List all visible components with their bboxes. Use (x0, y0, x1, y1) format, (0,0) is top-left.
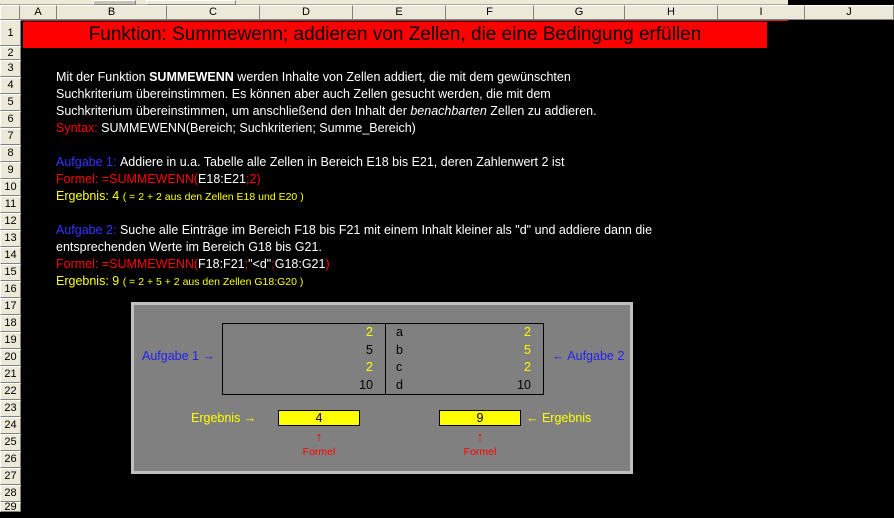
intro-line1-part-c: werden Inhalte von Zellen addiert, die mit dem gewünschten (233, 70, 571, 84)
row-header-11[interactable]: 11 (0, 196, 21, 213)
task1-formel-suffix: ;2) (246, 172, 261, 186)
task2-formel-range: F18:F21 (198, 257, 245, 271)
task2-ergebnis-note: ( = 2 + 5 + 2 aus den Zellen G18:G20 ) (122, 276, 304, 288)
intro-line-1 (56, 70, 571, 84)
task1-ergebnis-label: Ergebnis: (56, 189, 109, 203)
task2-result-line (56, 274, 303, 289)
row-header-3[interactable]: 3 (0, 60, 21, 77)
task1-formel-prefix: =SUMMEWENN( (101, 172, 199, 186)
task2-ergebnis-value: 9 (112, 274, 120, 288)
column-header-F[interactable]: F (446, 5, 534, 20)
task2-label: Aufgabe 2: (56, 223, 117, 237)
row-header-25[interactable]: 25 (0, 434, 21, 451)
row-header-28[interactable]: 28 (0, 485, 21, 502)
task1-formel-label: Formel: (56, 172, 99, 186)
row-header-14[interactable]: 14 (0, 247, 21, 264)
task1-ergebnis-note: ( = 2 + 2 aus den Zellen E18 und E20 ) (122, 191, 304, 203)
panel-aufgabe1-arrow-label: Aufgabe 1 → (142, 349, 215, 363)
illustration-panel (131, 302, 633, 474)
column-header-row[interactable] (0, 5, 852, 20)
column-header-G[interactable]: G (534, 5, 625, 20)
task1-ergebnis-value: 4 (112, 189, 120, 203)
task2-formel-criterion: "<d" (248, 257, 272, 271)
result-box-left[interactable]: 4 (278, 410, 360, 426)
syntax-value: SUMMEWENN(Bereich; Suchkriterien; Summe_Bereich) (101, 121, 416, 135)
task2-formel-sumrange: G18:G21 (274, 257, 326, 271)
row-header-8[interactable]: 8 (0, 145, 21, 162)
intro-line3-part-c: Zellen zu addieren. (486, 104, 597, 118)
row-header-16[interactable]: 16 (0, 281, 21, 298)
task2-formel-label: Formel: (56, 257, 99, 271)
cell-E20[interactable]: 2 (366, 360, 373, 374)
row-header-1[interactable]: 1 (0, 20, 21, 46)
task2-text-line2: entsprechenden Werte im Bereich G18 bis G21. (56, 240, 322, 254)
task2-formel-sep2: ; (271, 257, 275, 271)
task2-line-1 (56, 223, 652, 237)
row-header-29[interactable]: 29 (0, 502, 21, 512)
scrollbar-track-segment[interactable] (146, 0, 236, 5)
up-arrow-icon-left: ↑ (315, 429, 323, 444)
cell-G21[interactable]: 10 (517, 377, 531, 392)
row-header-column[interactable] (0, 20, 21, 512)
row-header-10[interactable]: 10 (0, 179, 21, 196)
task1-result-line (56, 189, 304, 204)
column-header-H[interactable]: H (625, 5, 718, 20)
task2-formula-line (56, 257, 330, 271)
task1-label: Aufgabe 1: (56, 155, 117, 169)
select-all-corner[interactable] (0, 5, 20, 20)
horizontal-scrollbar-sliver[interactable] (0, 0, 788, 5)
cell-G20[interactable]: 2 (524, 360, 531, 374)
intro-line3-part-a: Suchkriterium übereinstimmen, um anschließend den Inhalt der (56, 104, 411, 118)
task1-formula-line (56, 172, 261, 186)
formel-caption-left: Formel (302, 446, 336, 458)
task1-formel-range: E18:E21 (198, 172, 247, 186)
panel-ergebnis-left-label: Ergebnis → (191, 411, 257, 425)
task2-formel-sep1: ; (244, 257, 249, 271)
sample-data-table[interactable] (222, 323, 544, 395)
row-header-12[interactable]: 12 (0, 213, 21, 230)
intro-line1-part-a: Mit der Funktion (56, 70, 150, 84)
column-header-J[interactable]: J (805, 5, 894, 20)
column-header-I[interactable]: I (718, 5, 805, 20)
cell-F18[interactable]: a (396, 325, 403, 339)
row-header-5[interactable]: 5 (0, 94, 21, 111)
cell-F19[interactable]: b (396, 342, 403, 357)
formel-caption-right: Formel (463, 446, 497, 458)
up-arrow-icon-right: ↑ (476, 429, 484, 444)
panel-aufgabe2-arrow-label: ← Aufgabe 2 (552, 349, 625, 363)
row-header-27[interactable]: 27 (0, 468, 21, 485)
table-column-E[interactable] (223, 324, 386, 394)
column-header-D[interactable]: D (260, 5, 353, 20)
header-red-rule (21, 20, 788, 21)
column-header-B[interactable]: B (57, 5, 167, 20)
cell-F21[interactable]: d (396, 377, 403, 392)
intro-emphasis-benachbarten: benachbarten (410, 104, 487, 118)
page-title: Funktion: Summewenn; addieren von Zellen, die eine Bedingung erfüllen (23, 22, 767, 48)
row-header-22[interactable]: 22 (0, 383, 21, 400)
task2-formel-prefix: =SUMMEWENN( (101, 257, 199, 271)
intro-line-2: Suchkriterium übereinstimmen. Es können aber auch Zellen gesucht werden, die mit dem (56, 87, 551, 101)
table-column-F[interactable] (386, 324, 456, 394)
task1-line (56, 155, 564, 169)
row-header-7[interactable]: 7 (0, 128, 21, 145)
row-header-18[interactable]: 18 (0, 315, 21, 332)
row-header-2[interactable]: 2 (0, 46, 21, 60)
row-header-21[interactable]: 21 (0, 366, 21, 383)
task2-ergebnis-label: Ergebnis: (56, 274, 109, 288)
column-header-C[interactable]: C (167, 5, 260, 20)
cell-G18[interactable]: 2 (524, 325, 531, 339)
task2-formel-close: ) (325, 257, 330, 271)
row-header-17[interactable]: 17 (0, 298, 21, 315)
row-header-24[interactable]: 24 (0, 417, 21, 434)
cell-E19[interactable]: 5 (366, 342, 373, 357)
scrollbar-thumb[interactable] (93, 0, 136, 5)
row-header-19[interactable]: 19 (0, 332, 21, 349)
syntax-line (56, 121, 416, 135)
row-header-23[interactable]: 23 (0, 400, 21, 417)
column-header-A[interactable]: A (20, 5, 57, 20)
row-header-26[interactable]: 26 (0, 451, 21, 468)
row-header-13[interactable]: 13 (0, 230, 21, 247)
task1-text: Addiere in u.a. Tabelle alle Zellen in Bereich E18 bis E21, deren Zahlenwert 2 ist (119, 155, 565, 169)
cell-F20[interactable]: c (396, 360, 403, 374)
row-header-4[interactable]: 4 (0, 77, 21, 94)
cell-E18[interactable]: 2 (366, 325, 373, 339)
table-columns-FG[interactable] (386, 324, 543, 394)
intro-function-name: SUMMEWENN (149, 70, 234, 84)
cell-G19[interactable]: 5 (524, 342, 531, 357)
row-header-9[interactable]: 9 (0, 162, 21, 179)
cell-E21[interactable]: 10 (359, 377, 373, 392)
panel-ergebnis-right-label: ← Ergebnis (526, 411, 592, 425)
result-box-right[interactable]: 9 (439, 410, 521, 426)
row-header-15[interactable]: 15 (0, 264, 21, 281)
intro-line-3 (56, 104, 597, 118)
syntax-label: Syntax: (56, 121, 98, 135)
row-header-20[interactable]: 20 (0, 349, 21, 366)
task2-text-line1: Suche alle Einträge im Bereich F18 bis F21 mit einem Inhalt kleiner als "d" und addiere dann die (119, 223, 653, 237)
table-column-G[interactable] (456, 324, 543, 394)
row-header-6[interactable]: 6 (0, 111, 21, 128)
column-header-E[interactable]: E (353, 5, 446, 20)
